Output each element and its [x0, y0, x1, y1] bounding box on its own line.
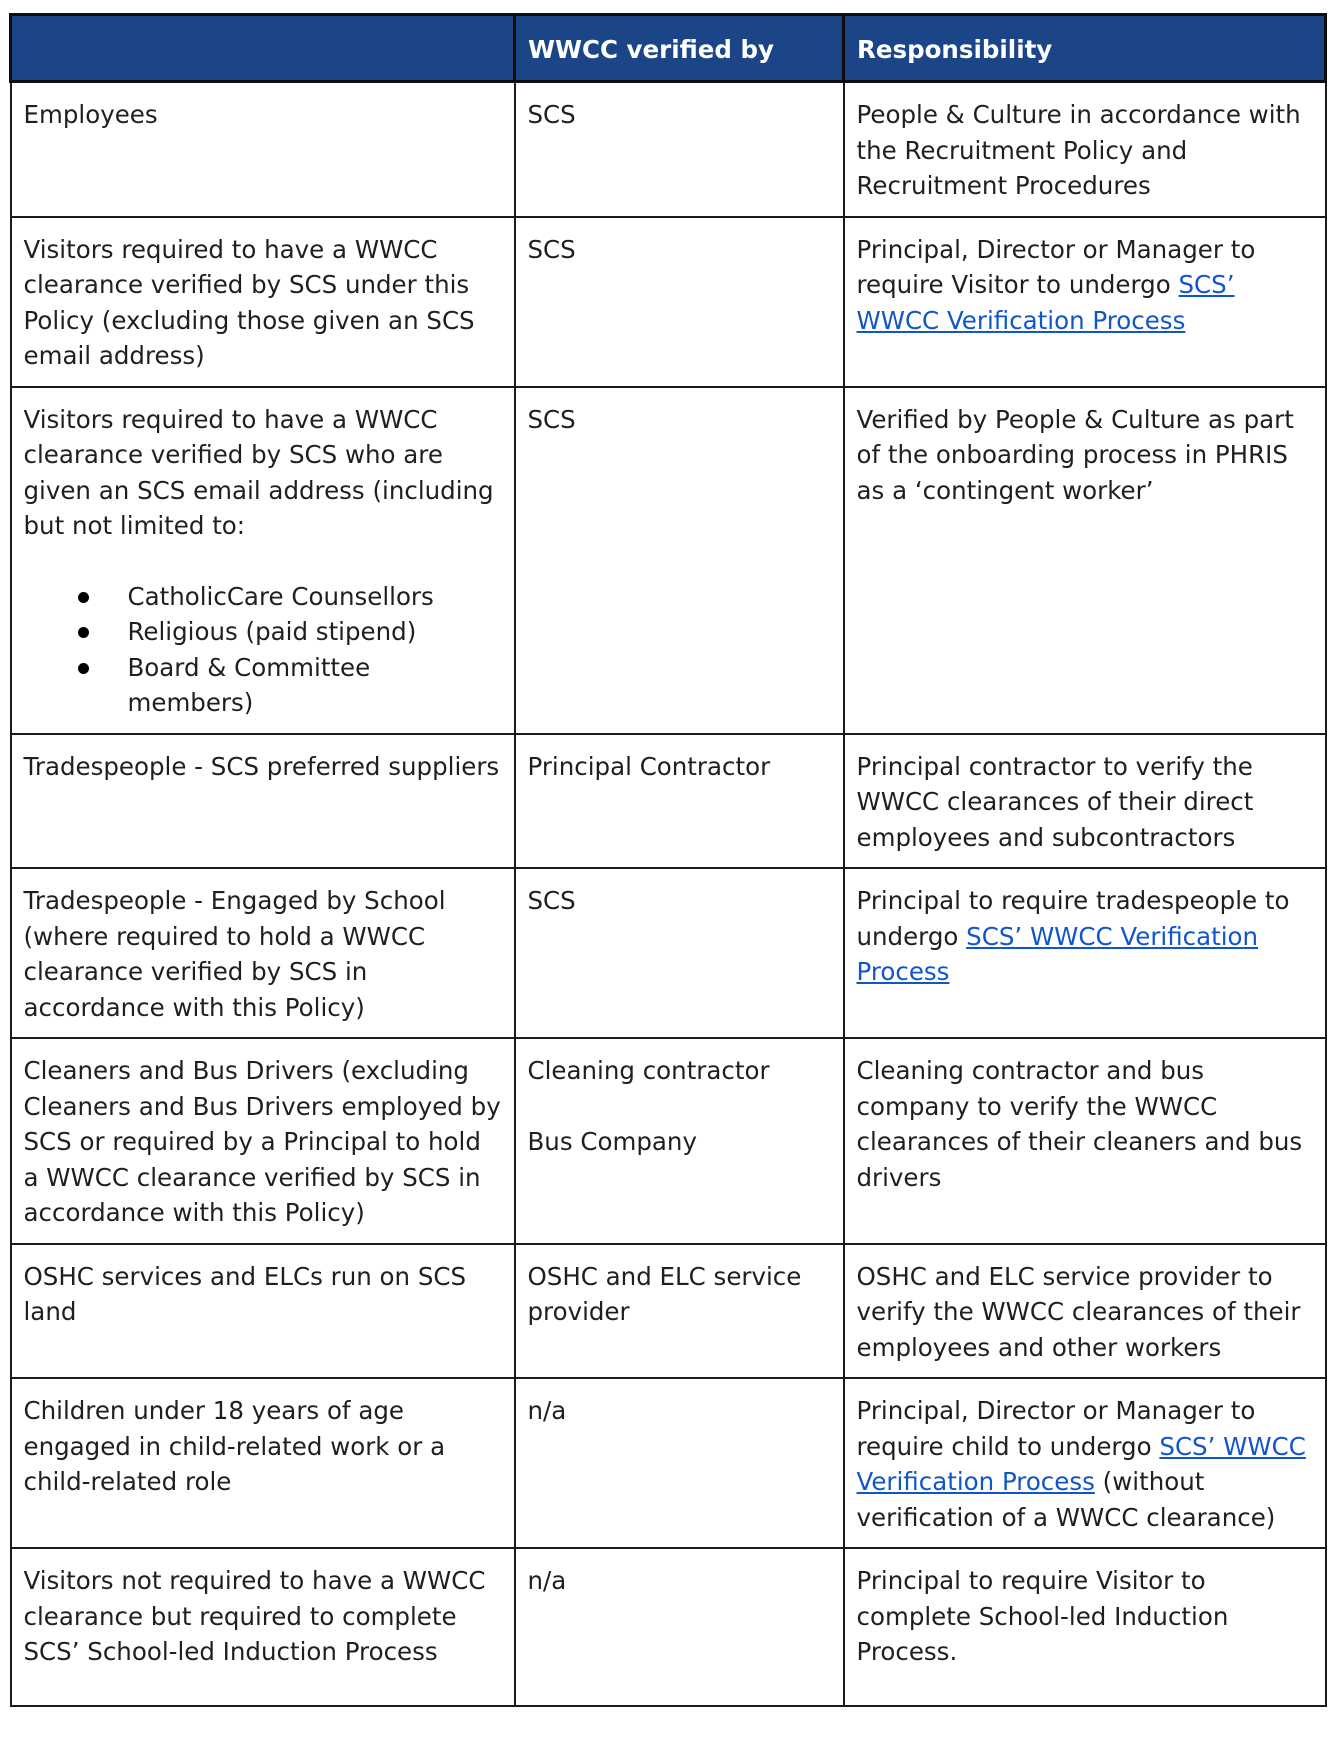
- spacer: [528, 1089, 831, 1124]
- verified-by-text: SCS: [527, 886, 576, 915]
- responsibility-cell: [844, 1244, 1326, 1379]
- responsibility-text: [857, 232, 1313, 339]
- list-item: [24, 650, 502, 721]
- verified-by-cell: [515, 82, 844, 217]
- header-cell-responsibility: Responsibility: [844, 15, 1326, 82]
- responsibility-cell: [844, 734, 1326, 869]
- table-row: [11, 387, 1326, 734]
- verified-by-text: n/a: [527, 1566, 567, 1595]
- verified-by-cell: [515, 1244, 844, 1379]
- list-item: [24, 614, 502, 650]
- table-row: [11, 217, 1326, 387]
- table-row: [11, 868, 1326, 1038]
- category-text: OSHC services and ELCs run on SCS land: [23, 1261, 467, 1326]
- category-cell: [11, 217, 515, 387]
- responsibility-text-before: Principal, Director or Manager to require child to undergo: [856, 1396, 1256, 1461]
- category-cell: [11, 734, 515, 869]
- category-text: Visitors not required to have a WWCC clearance but required to complete SCS’ School-led Induction Process: [23, 1566, 486, 1666]
- list-item: [24, 579, 502, 615]
- spacer: [24, 544, 502, 579]
- list-item-text: Board & Committee members): [127, 652, 371, 717]
- list-item-text: CatholicCare Counsellors: [127, 581, 434, 611]
- wwcc-verification-process-link[interactable]: SCS’ WWCC Verification Process: [856, 921, 1259, 986]
- responsibility-cell: [844, 82, 1326, 217]
- responsibility-text-before: Principal to require tradespeople to undergo: [856, 886, 1290, 951]
- category-text: Cleaners and Bus Drivers (excluding Cleaners and Bus Drivers employed by SCS or required by a Principal to hold a WWCC clearance verified by SCS in accordance with this Policy): [23, 1056, 501, 1227]
- responsibility-cell: [844, 387, 1326, 734]
- header-cell-verified-by: WWCC verified by: [515, 15, 844, 82]
- header-row: [11, 15, 1326, 82]
- responsibility-cell: [844, 1548, 1326, 1706]
- category-text: Tradespeople - SCS preferred suppliers: [23, 751, 500, 781]
- verified-by-cell: [515, 734, 844, 869]
- table-row: [11, 1038, 1326, 1244]
- responsibility-text: Principal to require Visitor to complete School-led Induction Process.: [856, 1566, 1229, 1666]
- responsibility-text: Verified by People & Culture as part of the onboarding process in PHRIS as a ‘contingent worker’: [856, 404, 1294, 505]
- verified-by-text: Principal Contractor: [527, 751, 771, 781]
- verified-by-text: OSHC and ELC service provider: [527, 1261, 802, 1326]
- wwcc-verification-process-link[interactable]: SCS’ WWCC Verification Process: [856, 1431, 1306, 1496]
- header-cell-category: [11, 15, 515, 82]
- responsibility-cell: [844, 1378, 1326, 1548]
- category-text: Tradespeople - Engaged by School (where required to hold a WWCC clearance verified by SCS in accordance with this Policy): [23, 886, 446, 1022]
- table-row: [11, 734, 1326, 869]
- verified-by-cell: [515, 1548, 844, 1706]
- responsibility-text: Cleaning contractor and bus company to verify the WWCC clearances of their cleaners and bus drivers: [856, 1056, 1303, 1192]
- category-cell: [11, 387, 515, 734]
- table-row: [11, 1548, 1326, 1706]
- wwcc-responsibility-table: [9, 13, 1327, 1707]
- category-cell: [11, 1548, 515, 1706]
- responsibility-cell: [844, 868, 1326, 1038]
- responsibility-cell: [844, 217, 1326, 387]
- table-row: [11, 1244, 1326, 1379]
- bullet-icon: [78, 627, 89, 638]
- bullet-icon: [78, 663, 89, 674]
- verified-by-cell: [515, 1378, 844, 1548]
- verified-by-text-secondary: Bus Company: [527, 1126, 697, 1156]
- responsibility-text: [857, 883, 1313, 990]
- verified-by-text: SCS: [527, 404, 576, 434]
- category-text: Visitors required to have a WWCC clearance verified by SCS under this Policy (excluding those given an SCS email address): [23, 234, 475, 370]
- verified-by-cell: [515, 1038, 844, 1244]
- table-body: [11, 82, 1326, 1707]
- verified-by-cell: [515, 868, 844, 1038]
- category-text: Visitors required to have a WWCC clearance verified by SCS who are given an SCS email address (including but not limited to:: [23, 404, 494, 540]
- responsibility-text: Principal contractor to verify the WWCC clearances of their direct employees and subcontractors: [856, 751, 1254, 852]
- bullet-icon: [78, 592, 89, 603]
- table-row: [11, 82, 1326, 217]
- responsibility-text: OSHC and ELC service provider to verify the WWCC clearances of their employees and other workers: [856, 1261, 1301, 1362]
- list-item-text: Religious (paid stipend): [127, 617, 417, 646]
- responsibility-text-before: Principal, Director or Manager to require Visitor to undergo: [856, 234, 1256, 299]
- table-row: [11, 1378, 1326, 1548]
- category-cell: [11, 1378, 515, 1548]
- table-header: [11, 15, 1326, 82]
- bullet-list: [24, 579, 502, 721]
- category-text: Employees: [23, 100, 158, 129]
- verified-by-text: n/a: [527, 1396, 567, 1425]
- verified-by-text: SCS: [527, 234, 576, 264]
- category-cell: [11, 1038, 515, 1244]
- verified-by-cell: [515, 217, 844, 387]
- verified-by-cell: [515, 387, 844, 734]
- responsibility-text: People & Culture in accordance with the Recruitment Policy and Recruitment Procedures: [856, 100, 1301, 200]
- responsibility-cell: [844, 1038, 1326, 1244]
- wwcc-verification-process-link[interactable]: SCS’ WWCC Verification Process: [856, 270, 1235, 335]
- responsibility-text-after: (without verification of a WWCC clearance): [856, 1467, 1276, 1532]
- verified-by-text: Cleaning contractor: [527, 1056, 770, 1085]
- responsibility-text: [857, 1393, 1313, 1535]
- category-cell: [11, 868, 515, 1038]
- verified-by-text: SCS: [527, 100, 576, 129]
- category-cell: [11, 82, 515, 217]
- category-text: Children under 18 years of age engaged in child-related work or a child-related role: [23, 1396, 446, 1496]
- category-cell: [11, 1244, 515, 1379]
